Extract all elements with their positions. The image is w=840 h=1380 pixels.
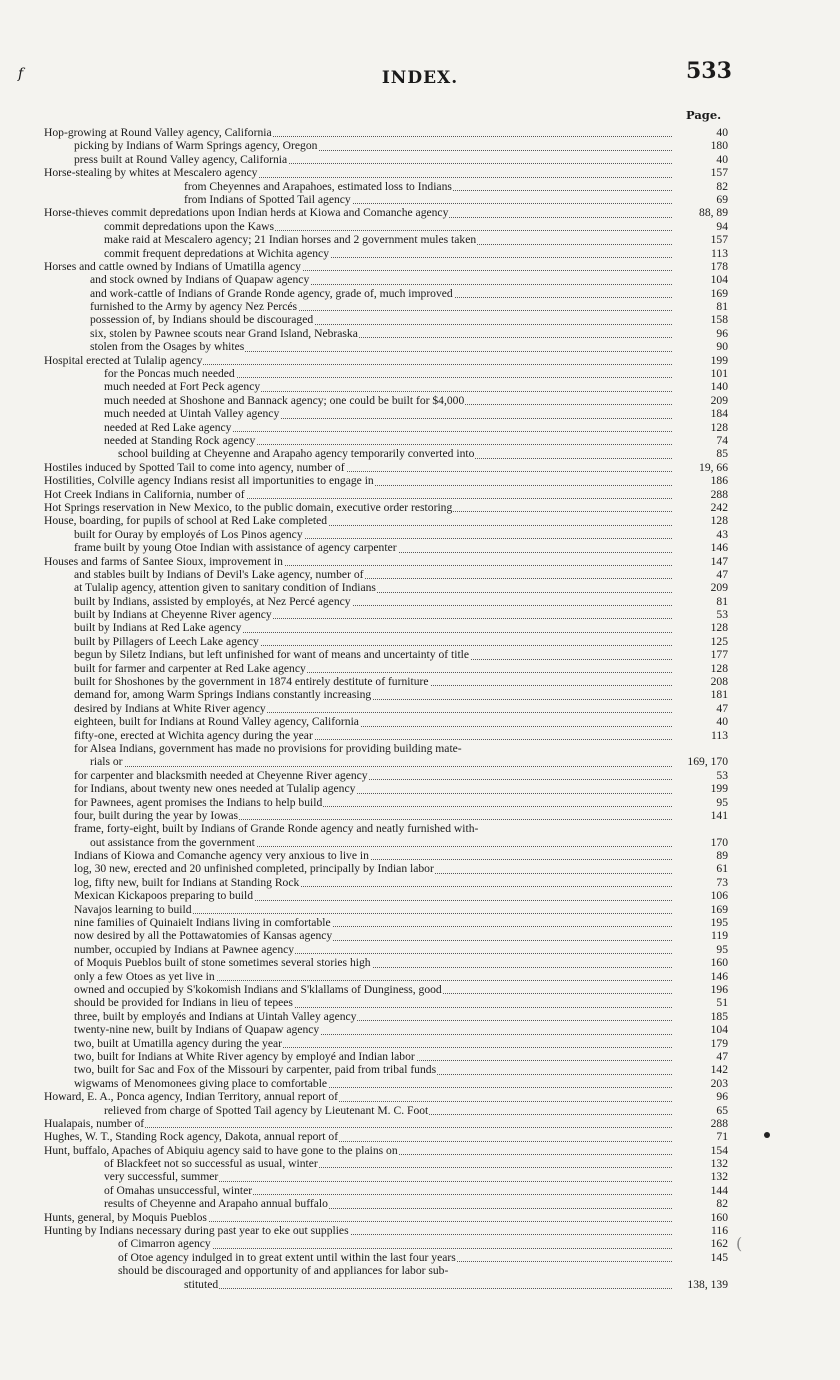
entry-page: 162 (710, 1237, 728, 1251)
entry-page: 61 (716, 862, 728, 876)
entry-text: built by Indians at Red Lake agency (74, 621, 242, 635)
index-entries (0, 126, 840, 1291)
entry-page: 89 (716, 849, 728, 863)
entry-text: for Pawnees, agent promises the Indians to help build (74, 795, 323, 809)
entry-page: 88, 89 (699, 206, 728, 220)
entry-text: Hostiles induced by Spotted Tail to come into agency, number of (44, 460, 345, 474)
entry-page: 157 (710, 233, 728, 247)
entry-page: 51 (716, 996, 728, 1010)
entry-text: begun by Siletz Indians, but left unfinished for want of means and uncertainty of title (74, 648, 470, 662)
entry-text: at Tulalip agency, attention given to sanitary condition of Indians (74, 581, 376, 595)
entry-text: rials or (90, 755, 123, 769)
entry-text: frame, forty-eight, built by Indians of Grande Ronde agency and neatly furnished with- (74, 822, 479, 836)
entry-text: wigwams of Menomonees giving place to comfortable (74, 1076, 328, 1090)
entry-text: stolen from the Osages by whites (90, 340, 245, 354)
entry-text: built for Shoshones by the government in 1874 entirely destitute of furniture (74, 675, 429, 689)
entry-text: Hualapais, number of (44, 1116, 145, 1130)
entry-text: twenty-nine new, built by Indians of Quapaw agency (74, 1023, 320, 1037)
entry-page: 144 (710, 1183, 728, 1197)
entry-page: 146 (710, 969, 728, 983)
entry-page: 185 (710, 1009, 728, 1023)
entry-page: 71 (716, 1130, 728, 1144)
entry-page: 154 (710, 1143, 728, 1157)
entry-page: 65 (716, 1103, 728, 1117)
index-entry (0, 1278, 840, 1291)
entry-page: 47 (716, 701, 728, 715)
entry-page: 43 (716, 527, 728, 541)
entry-page: 177 (710, 648, 728, 662)
entry-page: 178 (710, 259, 728, 273)
entry-text: of Moquis Pueblos built of stone sometimes several stories high (74, 956, 371, 970)
entry-text: from Cheyennes and Arapahoes, estimated loss to Indians (184, 179, 452, 193)
entry-page: 104 (710, 273, 728, 287)
entry-page: 95 (716, 942, 728, 956)
index-entry (0, 809, 840, 822)
entry-text: from Indians of Spotted Tail agency (184, 192, 351, 206)
entry-page: 128 (710, 420, 728, 434)
entry-page: 146 (710, 541, 728, 555)
entry-text: built for Ouray by employés of Los Pinos agency (74, 527, 303, 541)
entry-page: 113 (711, 728, 728, 742)
margin-dot (764, 1132, 770, 1138)
entry-text: built by Pillagers of Leech Lake agency (74, 634, 259, 648)
entry-text: for the Poncas much needed (104, 367, 235, 381)
entry-text: built by Indians at Cheyenne River agency (74, 608, 272, 622)
entry-text: possession of, by Indians should be discouraged (90, 313, 314, 327)
entry-page: 82 (716, 179, 728, 193)
entry-text: owned and occupied by S'kokomish Indians and S'klallams of Dunginess, good (74, 983, 442, 996)
entry-text: and stables built by Indians of Devil's Lake agency, number of (74, 567, 364, 581)
entry-page: 119 (711, 929, 728, 943)
page-number: 533 (686, 58, 732, 84)
entry-text: fifty-one, erected at Wichita agency during the year (74, 728, 313, 742)
entry-page: 53 (716, 768, 728, 782)
entry-page: 81 (716, 594, 728, 608)
entry-text: two, built for Indians at White River agency by employé and Indian labor (74, 1049, 415, 1063)
entry-text: built for farmer and carpenter at Red Lake agency (74, 661, 306, 675)
entry-text: and stock owned by Indians of Quapaw agency (90, 273, 310, 287)
index-entry (0, 729, 840, 742)
entry-page: 40 (716, 715, 728, 729)
entry-page: 96 (716, 1090, 728, 1104)
entry-text: out assistance from the government (90, 835, 255, 849)
entry-text: Howard, E. A., Ponca agency, Indian Territory, annual report of (44, 1090, 338, 1104)
entry-page: 180 (710, 139, 728, 153)
entry-text: Horses and cattle owned by Indians of Umatilla agency (44, 259, 301, 273)
entry-page: 199 (710, 782, 728, 796)
entry-text: Navajos learning to build (74, 902, 192, 916)
entry-page: 199 (710, 353, 728, 367)
entry-page: 169 (710, 902, 728, 916)
entry-page: 142 (710, 1063, 728, 1077)
entry-text: Hop-growing at Round Valley agency, California (44, 126, 272, 139)
leader-dots (90, 753, 672, 769)
entry-page: 195 (710, 916, 728, 930)
entry-page: 85 (716, 447, 728, 461)
entry-text: two, built at Umatilla agency during the year (74, 1036, 282, 1050)
entry-text: results of Cheyenne and Arapaho annual buffalo (104, 1197, 328, 1211)
entry-page: 203 (710, 1076, 728, 1090)
entry-page: 113 (711, 246, 728, 260)
entry-text: Hospital erected at Tulalip agency (44, 353, 203, 367)
entry-page: 170 (710, 835, 728, 849)
entry-text: House, boarding, for pupils of school at Red Lake completed (44, 514, 328, 528)
entry-page: 160 (710, 956, 728, 970)
entry-page: 169, 170 (687, 755, 728, 769)
entry-text: two, built for Sac and Fox of the Missouri by carpenter, paid from tribal funds (74, 1063, 437, 1077)
entry-text: demand for, among Warm Springs Indians constantly increasing (74, 688, 372, 702)
entry-text: Horse-stealing by whites at Mescalero agency (44, 166, 258, 180)
entry-text: Houses and farms of Santee Sioux, improvement in (44, 554, 283, 568)
entry-text: three, built by employés and Indians at Uintah Valley agency (74, 1009, 357, 1023)
entry-text: picking by Indians of Warm Springs agency, Oregon (74, 139, 318, 153)
entry-text: for Alsea Indians, government has made no provisions for providing building mate- (74, 741, 462, 755)
entry-text: for carpenter and blacksmith needed at Cheyenne River agency (74, 768, 368, 782)
entry-text: much needed at Fort Peck agency (104, 380, 261, 394)
entry-page: 288 (710, 1116, 728, 1130)
entry-page: 128 (710, 661, 728, 675)
entry-text: Horse-thieves commit depredations upon Indian herds at Kiowa and Comanche agency (44, 206, 449, 220)
entry-text: should be discouraged and opportunity of and appliances for labor sub- (118, 1264, 449, 1278)
entry-page: 179 (710, 1036, 728, 1050)
entry-page: 157 (710, 166, 728, 180)
entry-page: 160 (710, 1210, 728, 1224)
entry-page: 19, 66 (699, 460, 728, 474)
entry-text: for Indians, about twenty new ones needed at Tulalip agency (74, 782, 356, 796)
entry-page: 186 (710, 474, 728, 488)
entry-text: Hughes, W. T., Standing Rock agency, Dakota, annual report of (44, 1130, 339, 1144)
page-column-label: Page. (686, 108, 722, 122)
entry-text: six, stolen by Pawnee scouts near Grand Island, Nebraska (90, 326, 358, 340)
entry-page: 82 (716, 1197, 728, 1211)
entry-page: 95 (716, 795, 728, 809)
entry-text: Hunts, general, by Moquis Pueblos (44, 1210, 207, 1224)
entry-text: Hot Springs reservation in New Mexico, to the public domain, executive order restoring (44, 500, 453, 514)
entry-text: furnished to the Army by agency Nez Percés (90, 300, 298, 314)
entry-text: Hot Creek Indians in California, number of (44, 487, 245, 501)
entry-text: of Omahas unsuccessful, winter (104, 1183, 253, 1197)
entry-page: 101 (710, 367, 728, 381)
entry-page: 132 (710, 1157, 728, 1171)
entry-text: needed at Red Lake agency (104, 420, 232, 434)
entry-text: much needed at Uintah Valley agency (104, 407, 280, 421)
entry-page: 73 (716, 875, 728, 889)
leader-dots (184, 1276, 672, 1289)
index-entry (0, 1251, 840, 1264)
entry-text: press built at Round Valley agency, California (74, 152, 288, 166)
entry-page: 208 (710, 675, 728, 689)
entry-text: commit frequent depredations at Wichita agency (104, 246, 329, 260)
entry-page: 184 (710, 407, 728, 421)
entry-text: school building at Cheyenne and Arapaho agency temporarily converted into (118, 447, 475, 461)
entry-page: 90 (716, 340, 728, 354)
entry-text: Indians of Kiowa and Comanche agency very anxious to live in (74, 849, 369, 863)
entry-page: 96 (716, 326, 728, 340)
entry-text: very successful, summer (104, 1170, 219, 1184)
entry-text: stituted (184, 1277, 219, 1291)
entry-page: 40 (716, 152, 728, 166)
entry-page: 288 (710, 487, 728, 501)
entry-text: Mexican Kickapoos preparing to build (74, 889, 254, 903)
entry-page: 47 (716, 567, 728, 581)
entry-page: 242 (710, 500, 728, 514)
entry-page: 81 (716, 300, 728, 314)
entry-page: 169 (710, 286, 728, 300)
entry-page: 158 (710, 313, 728, 327)
entry-text: only a few Otoes as yet live in (74, 969, 215, 983)
stray-mark: f (18, 66, 24, 82)
entry-page: 116 (711, 1224, 728, 1238)
entry-page: 125 (710, 634, 728, 648)
entry-page: 181 (710, 688, 728, 702)
entry-text: eighteen, built for Indians at Round Valley agency, California (74, 715, 359, 729)
entry-text: needed at Standing Rock agency (104, 433, 256, 447)
entry-page: 106 (710, 889, 728, 903)
entry-text: of Blackfeet not so successful as usual, winter (104, 1157, 318, 1171)
entry-page: 104 (710, 1023, 728, 1037)
entry-page: 209 (710, 581, 728, 595)
entry-text: commit depredations upon the Kaws (104, 219, 275, 233)
entry-text: now desired by all the Pottawatomies of Kansas agency (74, 929, 333, 943)
entry-page: 132 (710, 1170, 728, 1184)
entry-page: 128 (710, 621, 728, 635)
entry-page: 128 (710, 514, 728, 528)
entry-text: log, 30 new, erected and 20 unfinished completed, principally by Indian labor (74, 862, 434, 876)
entry-page: 138, 139 (687, 1277, 728, 1291)
entry-text: built by Indians, assisted by employés, at Nez Percé agency (74, 594, 351, 608)
page-title: INDEX. (381, 68, 459, 88)
margin-mark: ( (736, 1234, 743, 1253)
entry-text: Hostilities, Colville agency Indians resist all importunities to engage in (44, 474, 374, 488)
entry-text: and work-cattle of Indians of Grande Ronde agency, grade of, much improved (90, 286, 453, 300)
entry-text: Hunt, buffalo, Apaches of Abiquiu agency said to have gone to the plains on (44, 1143, 398, 1157)
entry-text: should be provided for Indians in lieu of tepees (74, 996, 293, 1010)
entry-text: make raid at Mescalero agency; 21 Indian horses and 2 government mules taken (104, 233, 477, 247)
entry-text: of Cimarron agency (118, 1237, 211, 1251)
entry-page: 74 (716, 433, 728, 447)
entry-page: 40 (716, 126, 728, 139)
entry-page: 141 (710, 808, 728, 822)
entry-text: Hunting by Indians necessary during past year to eke out supplies (44, 1224, 349, 1238)
entry-page: 94 (716, 219, 728, 233)
entry-page: 147 (710, 554, 728, 568)
entry-page: 47 (716, 1049, 728, 1063)
entry-text: log, fifty new, built for Indians at Standing Rock (74, 875, 300, 889)
entry-text: much needed at Shoshone and Bannack agency; one could be built for $4,000 (104, 393, 465, 407)
entry-page: 145 (710, 1250, 728, 1264)
entry-text: of Otoe agency indulged in to great extent until within the last four years (118, 1250, 456, 1264)
entry-page: 209 (710, 393, 728, 407)
entry-page: 196 (710, 983, 728, 996)
entry-text: number, occupied by Indians at Pawnee agency (74, 942, 295, 956)
entry-page: 140 (710, 380, 728, 394)
entry-text: four, built during the year by Iowas (74, 808, 239, 822)
entry-text: relieved from charge of Spotted Tail agency by Lieutenant M. C. Foot (104, 1103, 429, 1117)
entry-text: frame built by young Otoe Indian with assistance of agency carpenter (74, 541, 397, 555)
entry-page: 69 (716, 192, 728, 206)
entry-text: nine families of Quinaielt Indians living in comfortable (74, 916, 331, 930)
entry-text: desired by Indians at White River agency (74, 701, 266, 715)
entry-page: 53 (716, 608, 728, 622)
